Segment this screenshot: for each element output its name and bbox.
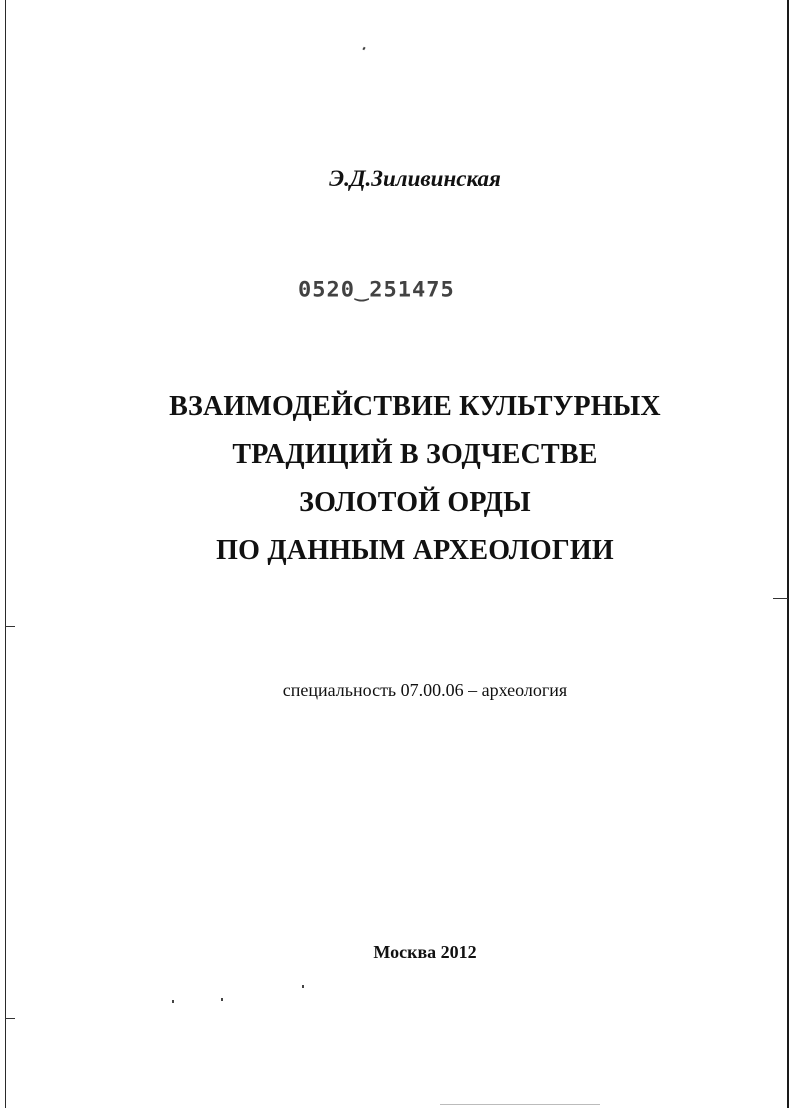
scan-bottom-mark bbox=[440, 1104, 600, 1105]
title-line: ТРАДИЦИЙ В ЗОДЧЕСТВЕ bbox=[232, 439, 598, 470]
scan-margin-mark bbox=[773, 598, 788, 599]
scan-speck bbox=[221, 998, 223, 1001]
city-year: Москва 2012 bbox=[373, 942, 477, 962]
specialty-line: специальность 07.00.06 – археология bbox=[282, 680, 568, 700]
scan-margin-mark bbox=[5, 1018, 15, 1019]
inventory-stamp-number: 0520‿251475 bbox=[298, 278, 455, 303]
title-line: ЗОЛОТОЙ ОРДЫ bbox=[299, 487, 531, 518]
title-line: ВЗАИМОДЕЙСТВИЕ КУЛЬТУРНЫХ bbox=[169, 391, 661, 422]
scan-speck bbox=[302, 985, 304, 988]
author-name: Э.Д.Зиливинская bbox=[329, 166, 501, 191]
scan-speck bbox=[172, 1000, 174, 1003]
scan-margin-mark bbox=[5, 626, 15, 627]
title-line: ПО ДАННЫМ АРХЕОЛОГИИ bbox=[216, 535, 614, 566]
scan-speck bbox=[362, 47, 365, 51]
document-title bbox=[0, 383, 794, 575]
